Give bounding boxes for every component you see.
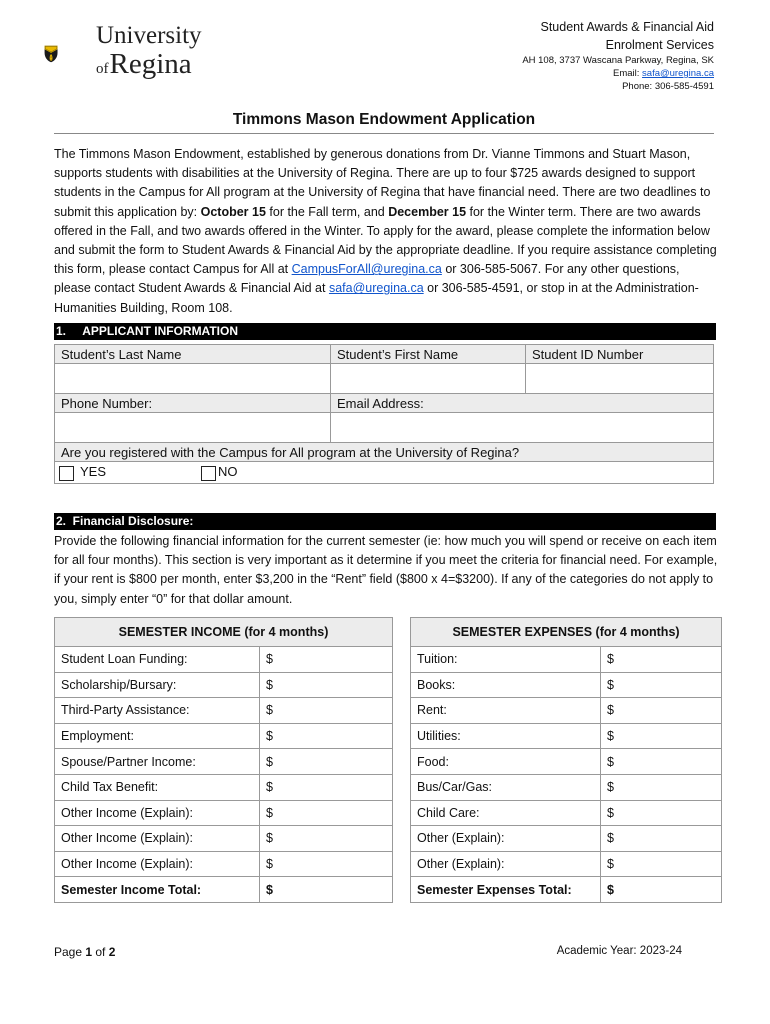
income-label: Other Income (Explain): [55, 826, 260, 852]
no-checkbox[interactable] [201, 466, 216, 481]
expense-row [411, 723, 722, 749]
department-block [522, 18, 714, 93]
logo-line2 [96, 48, 192, 81]
income-row [55, 647, 393, 673]
intro-text-4: or 306-585-5067. For any other questions, please contact Student Awards & Financial Aid at [54, 262, 680, 296]
income-row [55, 749, 393, 775]
income-label: Other Income (Explain): [55, 851, 260, 877]
income-row [55, 723, 393, 749]
expenses-header: SEMESTER EXPENSES (for 4 months) [411, 618, 722, 647]
intro-text-3: for the Winter term. There are two awards offered in the Fall, and two awards offered in the Winter. To apply for the award, please complete the information below and submit the form to Student Awards & Financial Aid by the appropriate deadline. If you require assistance completing this form, please contact Campus for All at [54, 204, 717, 277]
income-amount-field[interactable]: $ [260, 851, 393, 877]
registered-options [55, 462, 714, 484]
expense-label: Utilities: [411, 723, 601, 749]
subdepartment-name: Enrolment Services [605, 38, 714, 52]
student-id-field[interactable] [526, 364, 714, 394]
expenses-total-row [411, 877, 722, 903]
income-row [55, 851, 393, 877]
logo-regina: Regina [109, 48, 192, 80]
applicant-info-table [54, 344, 714, 484]
expense-row [411, 749, 722, 775]
income-total-row [55, 877, 393, 903]
page-of: of [92, 945, 109, 959]
department-email-link[interactable]: safa@uregina.ca [642, 68, 714, 79]
department-name: Student Awards & Financial Aid [540, 20, 714, 34]
email-address-field[interactable] [331, 413, 714, 443]
income-label: Third-Party Assistance: [55, 698, 260, 724]
department-phone: Phone: 306-585-4591 [622, 81, 714, 92]
campus-for-all-email-link[interactable]: CampusForAll@uregina.ca [291, 262, 442, 277]
income-table [54, 617, 393, 903]
income-total-label: Semester Income Total: [55, 877, 260, 903]
logo-of: of [96, 61, 109, 77]
expense-row [411, 826, 722, 852]
page-total: 2 [108, 945, 116, 959]
income-label: Child Tax Benefit: [55, 774, 260, 800]
expenses-table [410, 617, 722, 903]
email-label: Email: [612, 68, 643, 79]
yes-option[interactable] [59, 464, 201, 480]
expense-row [411, 800, 722, 826]
first-name-label: Student’s First Name [331, 345, 526, 364]
deadline-fall: October 15 [200, 204, 266, 219]
income-row [55, 698, 393, 724]
expense-row [411, 698, 722, 724]
page-current: 1 [85, 945, 93, 959]
page-title: Timmons Mason Endowment Application [232, 111, 536, 128]
expense-amount-field[interactable]: $ [601, 723, 722, 749]
income-amount-field[interactable]: $ [260, 672, 393, 698]
intro-text-2: for the Fall term, and [265, 204, 389, 219]
academic-year: Academic Year: 2023-24 [556, 945, 682, 957]
income-total-field[interactable]: $ [260, 877, 393, 903]
expense-amount-field[interactable]: $ [601, 774, 722, 800]
safa-email-link[interactable]: safa@uregina.ca [328, 281, 424, 296]
phone-label: Phone Number: [55, 394, 331, 413]
section2-heading-text: 2. Financial Disclosure: [56, 514, 194, 528]
registered-question: Are you registered with the Campus for All program at the University of Regina? [55, 443, 714, 462]
title-divider [54, 133, 714, 134]
expense-label: Tuition: [411, 647, 601, 673]
income-row [55, 826, 393, 852]
expense-amount-field[interactable]: $ [601, 851, 722, 877]
income-amount-field[interactable]: $ [260, 826, 393, 852]
expense-row [411, 774, 722, 800]
expense-amount-field[interactable]: $ [601, 749, 722, 775]
last-name-label: Student’s Last Name [55, 345, 331, 364]
first-name-field[interactable] [331, 364, 526, 394]
income-label: Spouse/Partner Income: [55, 749, 260, 775]
intro-text-1: The Timmons Mason Endowment, established by generous donations from Dr. Vianne Timmons and Stuart Mason, supports students with disabilities at the University of Regina. There are up to four $725 awards designed to support students in the Campus for All program at the University of Regina that have financial need. There are two deadlines to submit this application by: [54, 147, 711, 219]
last-name-field[interactable] [55, 364, 331, 394]
expense-row [411, 672, 722, 698]
income-amount-field[interactable]: $ [260, 723, 393, 749]
intro-paragraph [54, 145, 718, 318]
yes-label: YES [80, 464, 107, 480]
expenses-total-label: Semester Expenses Total: [411, 877, 601, 903]
expenses-total-field[interactable]: $ [601, 877, 722, 903]
expense-label: Rent: [411, 698, 601, 724]
department-address: AH 108, 3737 Wascana Parkway, Regina, SK [522, 55, 714, 66]
income-amount-field[interactable]: $ [260, 774, 393, 800]
income-header: SEMESTER INCOME (for 4 months) [55, 618, 393, 647]
income-label: Scholarship/Bursary: [55, 672, 260, 698]
yes-checkbox[interactable] [59, 466, 74, 481]
income-amount-field[interactable]: $ [260, 800, 393, 826]
section2-heading [54, 513, 716, 530]
no-option[interactable] [201, 464, 238, 479]
expense-row [411, 647, 722, 673]
expense-label: Bus/Car/Gas: [411, 774, 601, 800]
expense-label: Child Care: [411, 800, 601, 826]
student-id-label: Student ID Number [526, 345, 714, 364]
university-shield-icon [44, 24, 94, 84]
expense-label: Food: [411, 749, 601, 775]
income-amount-field[interactable]: $ [260, 698, 393, 724]
income-label: Other Income (Explain): [55, 800, 260, 826]
expense-label: Other (Explain): [411, 851, 601, 877]
intro-text-5: or 306-585-4591, or stop in at the Administration-Humanities Building, Room 108. [54, 281, 699, 315]
financial-disclosure-instructions: Provide the following financial information for the current semester (ie: how much you will spend or receive on each item for all four months). This section is very important as it determine if you meet the criteria for financial need. For example, if your rent is $800 per month, enter $3,200 in the “Rent” field ($800 x 4=$3200). If any of the categories do not apply to you, simply enter “0” for that dollar amount. [54, 534, 718, 606]
page-number [54, 945, 115, 959]
section1-heading-text: 1. APPLICANT INFORMATION [56, 324, 238, 338]
expense-amount-field[interactable]: $ [601, 672, 722, 698]
email-address-label: Email Address: [331, 394, 714, 413]
phone-field[interactable] [55, 413, 331, 443]
logo-line1: University [96, 22, 202, 49]
expense-amount-field[interactable]: $ [601, 800, 722, 826]
expense-amount-field[interactable]: $ [601, 698, 722, 724]
income-amount-field[interactable]: $ [260, 647, 393, 673]
income-row [55, 672, 393, 698]
expense-row [411, 851, 722, 877]
income-row [55, 774, 393, 800]
expense-label: Books: [411, 672, 601, 698]
income-row [55, 800, 393, 826]
page-prefix: Page [54, 945, 86, 959]
income-amount-field[interactable]: $ [260, 749, 393, 775]
income-label: Employment: [55, 723, 260, 749]
no-label: NO [218, 464, 238, 480]
income-label: Student Loan Funding: [55, 647, 260, 673]
expense-amount-field[interactable]: $ [601, 826, 722, 852]
department-email-line [522, 67, 714, 80]
expense-label: Other (Explain): [411, 826, 601, 852]
expense-amount-field[interactable]: $ [601, 647, 722, 673]
deadline-winter: December 15 [388, 204, 467, 219]
section1-heading [54, 323, 716, 340]
